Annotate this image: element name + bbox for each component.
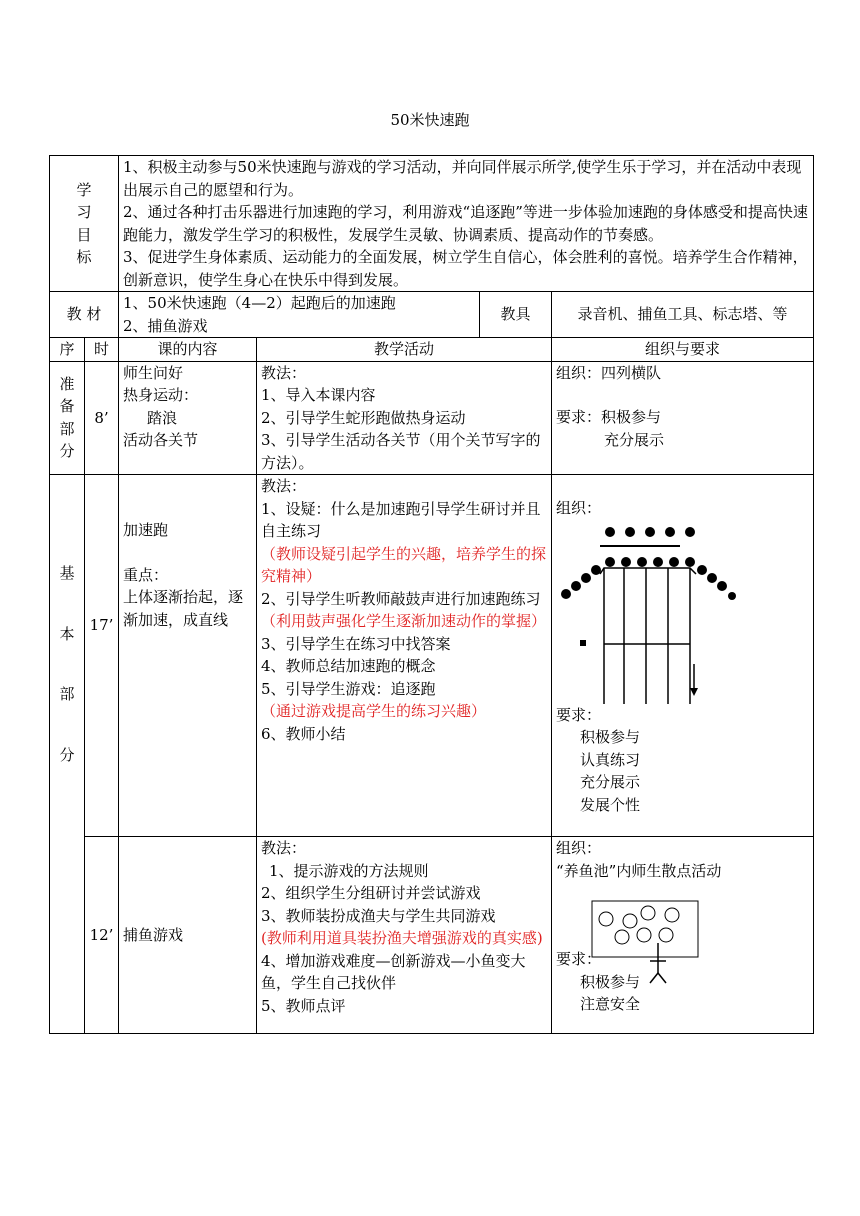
basic-1-content: 加速跑 重点： 上体逐渐抬起，逐渐加速，成直线 <box>119 475 257 837</box>
student-dots <box>561 527 736 600</box>
header-seq: 序 <box>50 338 85 362</box>
basic-row-2 <box>50 837 814 1034</box>
prep-activity: 教法： 1、导入本课内容 2、引导学生蛇形跑做热身运动 3、引导学生活动各关节（用个关节写字的方法）。 <box>257 361 552 475</box>
teacher-marker <box>580 640 586 646</box>
basic-row-1 <box>50 475 814 837</box>
header-organization: 组织与要求 <box>552 338 814 362</box>
prep-time: 8’ <box>85 361 119 475</box>
tools-content: 录音机、捕鱼工具、标志塔、等 <box>552 292 814 338</box>
header-time: 时 <box>85 338 119 362</box>
direction-arrow-icon <box>690 688 698 696</box>
prep-row <box>50 361 814 475</box>
running-lanes <box>600 568 696 704</box>
goals-content <box>119 156 814 292</box>
basic-2-organization: 组织： “养鱼池”内师生散点活动 要求： 积极参与 注意安全 <box>552 837 814 1034</box>
materials-label: 教 材 <box>50 292 119 338</box>
basic-1-time: 17’ <box>85 475 119 837</box>
goal-item: 1、积极主动参与50米快速跑与游戏的学习活动，并向同伴展示所学,使学生乐于学习，并在活动中表现出展示自己的愿望和行为。 <box>123 158 802 199</box>
goals-label: 学 习 目 标 <box>50 156 119 292</box>
basic-section-label: 基 本 部 分 <box>50 475 85 1034</box>
page-title: 50米快速跑 <box>390 111 470 129</box>
prep-organization: 组织：四列横队 要求：积极参与 充分展示 <box>552 361 814 475</box>
fish-pond-diagram <box>582 899 732 987</box>
basic-2-content: 捕鱼游戏 <box>119 837 257 1034</box>
basic-1-activity: 教法： 1、设疑：什么是加速跑引导学生研讨并且自主练习 （教师设疑引起学生的兴趣，培养学生的探究精神） 2、引导学生听教师敲鼓声进行加速跑练习 （利用鼓声强化学生逐渐加速动作的掌握） 3、引导学生在练习中找答案 4、教师总结加速跑的概念 5、引导学生游戏：追逐跑 （通过游戏提高学生的练习兴趣） 6、教师小结 <box>257 475 552 837</box>
materials-content <box>119 292 480 338</box>
tools-label: 教具 <box>480 292 552 338</box>
header-content: 课的内容 <box>119 338 257 362</box>
goal-item: 2、通过各种打击乐器进行加速跑的学习，利用游戏“追逐跑”等进一步体验加速跑的身体感受和提高快速跑能力，激发学生学习的积极性，发展学生灵敏、协调素质、提高动作的节奏感。 <box>123 203 808 244</box>
basic-1-organization: 组织： 要求： 积极参与 认真练习 充分展示 发展个性 <box>552 475 814 837</box>
basic-2-time: 12’ <box>85 837 119 1034</box>
goal-item: 3、促进学生身体素质、运动能力的全面发展，树立学生自信心，体会胜利的喜悦。培养学生合作精神，创新意识，使学生身心在快乐中得到发展。 <box>123 248 808 289</box>
goals-row <box>50 156 814 292</box>
lesson-plan-table <box>49 155 814 1034</box>
header-activity: 教学活动 <box>257 338 552 362</box>
material-item: 2、捕鱼游戏 <box>123 316 208 335</box>
materials-row <box>50 292 814 338</box>
basic-2-activity: 教法： 1、提示游戏的方法规则 2、组织学生分组研讨并尝试游戏 3、教师装扮成渔夫与学生共同游戏 (教师利用道具装扮渔夫增强游戏的真实感) 4、增加游戏难度—创新游戏—小鱼变大鱼，学生自己找伙伴 5、教师点评 <box>257 837 552 1034</box>
prep-section-label: 准 备 部 分 <box>50 361 85 475</box>
running-lanes-diagram <box>556 524 736 704</box>
prep-content: 师生问好 热身运动： 踏浪 活动各关节 <box>119 361 257 475</box>
smiley-icon <box>599 906 679 944</box>
material-item: 1、50米快速跑（4—2）起跑后的加速跑 <box>123 294 396 312</box>
header-row <box>50 338 814 362</box>
